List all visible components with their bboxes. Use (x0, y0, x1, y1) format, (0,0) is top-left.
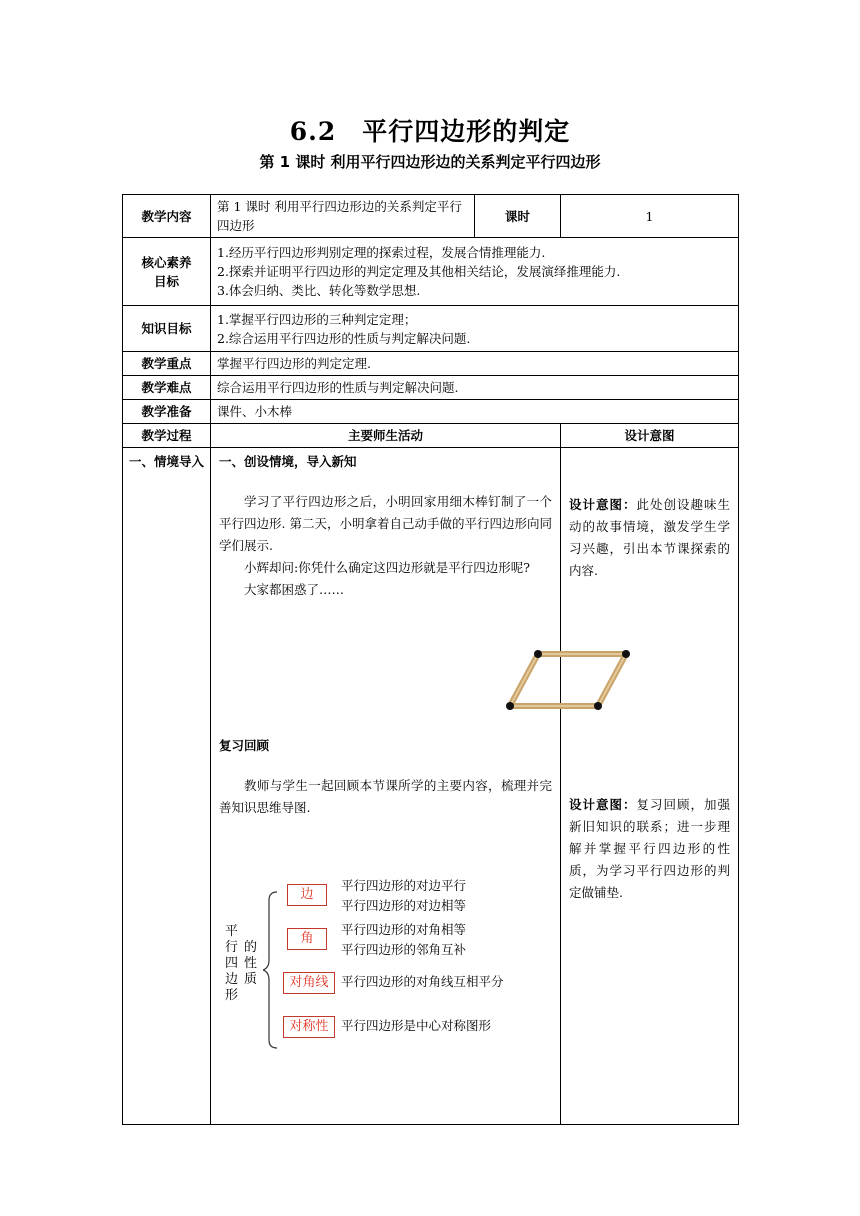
core-item: 1.经历平行四边形判别定理的探索过程，发展合情推理能力. (217, 245, 546, 260)
period-value: 1 (561, 195, 739, 238)
activity-cell (211, 448, 561, 1125)
prep-label: 教学准备 (123, 400, 211, 424)
page-title: 6.2 平行四边形的判定 (289, 117, 571, 146)
section2-title: 复习回顾 (219, 738, 270, 753)
branch-diagonal: 对角线 (283, 972, 335, 994)
intent-label: 设计意图 (561, 424, 739, 448)
branch-angle: 角 (287, 928, 327, 950)
focus-label: 教学重点 (123, 352, 211, 376)
stage1-label: 一、情境导入 (123, 448, 211, 1125)
period-label: 课时 (475, 195, 561, 238)
core-label: 核心素养 目标 (123, 238, 211, 306)
mindmap-brace (263, 890, 283, 1050)
knowledge-item: 1.掌握平行四边形的三种判定定理； (217, 311, 417, 327)
content-value: 第 1 课时 利用平行四边形边的关系判定平行四边形 (211, 195, 475, 238)
process-label: 教学过程 (123, 424, 211, 448)
difficulty-value: 综合运用平行四边形的性质与判定解决问题. (211, 376, 739, 400)
core-item: 3.体会归纳、类比、转化等数学思想. (217, 283, 421, 298)
core-item: 2.探索并证明平行四边形的判定定理及其他相关结论，发展演绎推理能力. (217, 264, 621, 279)
section1-para: 小辉却问:你凭什么确定这四边形就是平行四边形呢? (244, 560, 530, 575)
mindmap-root: 平 行 的 四 性 边 质 形 (225, 924, 258, 1003)
section1-para: 学习了平行四边形之后，小明回家用细木棒钉制了一个平行四边形. 第二天，小明拿着自己动手做的平行四边形向同学们展示. (219, 494, 552, 553)
difficulty-label: 教学难点 (123, 376, 211, 400)
section1-title: 一、创设情境，导入新知 (219, 454, 357, 469)
core-items (211, 238, 739, 306)
knowledge-label: 知识目标 (123, 306, 211, 352)
mindmap: 平 行 的 四 性 边 质 形 边 平行四边形的对边平行 平行四边形的对边相等 角 平行四边形的对角相等 平行四边形的邻角互补 对角线 平行四边形的对角线互相平分 对称性 平行四边形是中心对称图形 (225, 880, 525, 1050)
content-label: 教学内容 (123, 195, 211, 238)
branch-symmetry: 对称性 (283, 1016, 335, 1038)
page-subtitle: 第 1 课时 利用平行四边形边的关系判定平行四边形 (259, 153, 601, 171)
knowledge-items (211, 306, 739, 352)
intent1: 设计意图：此处创设趣味生动的故事情境，激发学生学习兴趣，引出本节课探索的内容. (569, 497, 730, 578)
focus-value: 掌握平行四边形的判定定理. (211, 352, 739, 376)
branch-side: 边 (287, 884, 327, 906)
wooden-parallelogram-image (503, 646, 633, 712)
activity-label: 主要师生活动 (211, 424, 561, 448)
prep-value: 课件、小木棒 (211, 400, 739, 424)
section1-para: 大家都困惑了…… (244, 582, 345, 597)
knowledge-item: 2.综合运用平行四边形的性质与判定解决问题. (217, 330, 471, 346)
section2-para: 教师与学生一起回顾本节课所学的主要内容，梳理并完善知识思维导图. (219, 778, 552, 815)
lesson-plan-table (122, 194, 739, 1125)
intent2: 设计意图：复习回顾，加强新旧知识的联系；进一步理解并掌握平行四边形的性质，为学习平行四边形的判定做铺垫. (569, 797, 730, 900)
intent-cell (561, 448, 739, 1125)
